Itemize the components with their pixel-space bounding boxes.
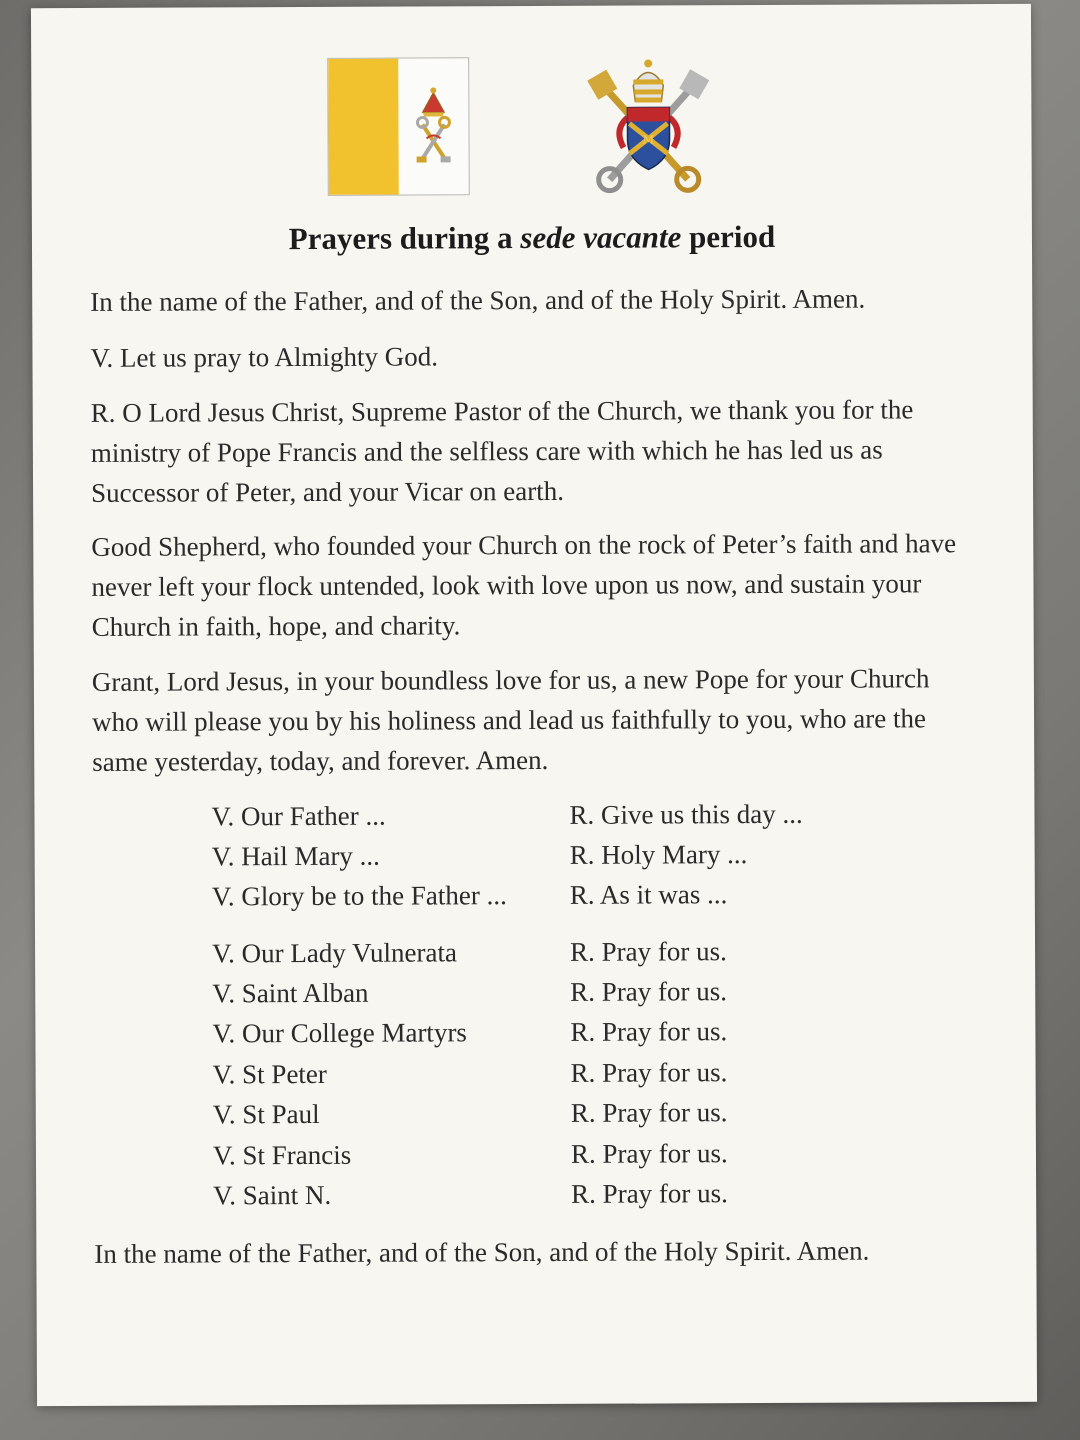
- litany-row: [212, 930, 972, 973]
- response: R. Pray for us.: [570, 976, 728, 1007]
- flag-gold-stripe: [328, 59, 399, 195]
- litany-row: [213, 1091, 973, 1134]
- response: R. Pray for us.: [571, 1178, 728, 1209]
- versicle: V. Our Father ...: [211, 800, 386, 832]
- versicle: V. Glory be to the Father ...: [211, 880, 507, 912]
- svg-text:M: M: [642, 133, 655, 147]
- versicle: V. St Peter: [212, 1058, 327, 1090]
- response: R. Holy Mary ...: [569, 839, 748, 870]
- opening-prayer: In the name of the Father, and of the Son, and of the Holy Spirit. Amen.: [90, 283, 866, 317]
- response: R. Pray for us.: [570, 1097, 728, 1128]
- prayer-sheet: [31, 4, 1037, 1406]
- versicle: V. Our Lady Vulnerata: [212, 937, 457, 969]
- litany-row: [212, 970, 972, 1013]
- litany-row: [212, 1010, 972, 1053]
- litany-row: [213, 1051, 973, 1094]
- versicle: V. Saint N.: [213, 1179, 332, 1211]
- response: R. Give us this day ...: [569, 798, 803, 830]
- prayer-row: [212, 833, 972, 876]
- versicle: V. Our College Martyrs: [212, 1017, 467, 1049]
- invitation-versicle: V. Let us pray to Almighty God.: [90, 341, 439, 373]
- prayer-paragraph-2: Good Shepherd, who founded your Church on the rock of Peter’s faith and have never left your flock untended, look with love upon us now, and sustain your Church in faith, hope, and charity.: [91, 528, 957, 642]
- versicle: V. St Paul: [212, 1098, 320, 1130]
- papal-coat-of-arms-icon: [583, 55, 714, 198]
- litany-row: [213, 1172, 973, 1215]
- response: R. Pray for us.: [570, 1016, 728, 1047]
- prayer-paragraph-3: Grant, Lord Jesus, in your boundless love for us, a new Pope for your Church who will please you by his holiness and lead us faithfully to you, who are the same yesterday, today, and forever. Amen.: [91, 663, 930, 777]
- prayer-row: [211, 793, 971, 836]
- prayer-row: [212, 873, 972, 916]
- versicle: V. St Francis: [212, 1139, 352, 1171]
- flag-emblem: [398, 58, 469, 194]
- prayer-paragraph-1: R. O Lord Jesus Christ, Supreme Pastor of the Church, we thank you for the ministry of Pope Francis and the selfless care with which he has led us as Successor of Peter, and your Vicar on earth.: [90, 394, 914, 508]
- versicle: V. Saint Alban: [212, 977, 369, 1009]
- response: R. As it was ...: [569, 879, 728, 910]
- response: R. Pray for us.: [570, 1138, 728, 1169]
- response: R. Pray for us.: [570, 936, 727, 967]
- page-title: Prayers during a sede vacante period: [288, 218, 776, 257]
- litany-row: [213, 1132, 973, 1175]
- response: R. Pray for us.: [570, 1057, 728, 1088]
- vatican-flag-icon: [327, 57, 470, 196]
- closing-prayer: In the name of the Father, and of the Son, and of the Holy Spirit. Amen.: [94, 1235, 870, 1269]
- versicle: V. Hail Mary ...: [211, 840, 380, 872]
